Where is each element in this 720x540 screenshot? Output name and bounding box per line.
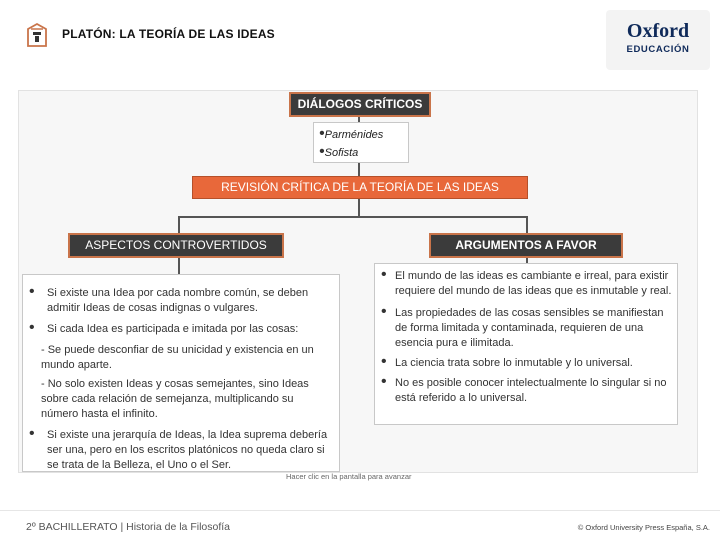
footer-divider	[0, 510, 720, 511]
list-item: - No solo existen Ideas y cosas semejantes, sino Ideas sobre cada relación de semejanza, multiplicando su número hasta el infinito.	[41, 378, 309, 420]
oxford-logo	[606, 10, 710, 70]
list-item: El mundo de las ideas es cambiante e irreal, para existir requiere del mundo de las ideas que es inmutable y real.	[395, 270, 672, 297]
list-item: Si existe una Idea por cada nombre común, se deben admitir Ideas de cosas indignas o vulgares.	[47, 287, 309, 314]
footer-copyright: © Oxford University Press España, S.A.	[577, 523, 710, 532]
connector-line	[526, 216, 528, 234]
building-icon	[26, 22, 48, 48]
bullet: •	[381, 303, 387, 320]
bullet: •	[381, 353, 387, 370]
list-item: - Se puede desconfiar de su unicidad y existencia en un mundo aparte.	[41, 344, 314, 371]
list-item: La ciencia trata sobre lo inmutable y lo universal.	[395, 357, 633, 369]
dialogues-box	[313, 122, 409, 163]
advance-hint[interactable]: Hacer clic en la pantalla para avanzar	[286, 472, 412, 481]
favor-title: ARGUMENTOS A FAVOR	[431, 235, 621, 256]
connector-line	[358, 198, 360, 216]
list-item: Si cada Idea es participada e imitada por las cosas:	[47, 323, 299, 335]
connector-line	[178, 216, 526, 218]
list-item: No es posible conocer intelectualmente lo singular si no está referido a lo universal.	[395, 377, 667, 404]
favor-list	[374, 263, 678, 425]
bullet: •	[29, 319, 35, 336]
list-item: Las propiedades de las cosas sensibles se manifiestan de forma limitada y contaminada, requieren de una esencia pura e ilimitada.	[395, 307, 664, 349]
criticos-box: DIÁLOGOS CRÍTICOS	[291, 94, 429, 115]
dialogue-item: •Sofista	[319, 143, 359, 160]
review-box: REVISIÓN CRÍTICA DE LA TEORÍA DE LAS IDEAS	[193, 177, 527, 198]
bullet: •	[381, 373, 387, 390]
dialogue-item: •Parménides	[319, 125, 384, 142]
bullet: •	[29, 283, 35, 300]
bullet: •	[381, 266, 387, 283]
connector-line	[178, 216, 180, 234]
footer-course: 2º BACHILLERATO | Historia de la Filosofía	[26, 521, 231, 533]
logo-word: Oxford	[626, 20, 690, 42]
controversial-title: ASPECTOS CONTROVERTIDOS	[70, 235, 282, 256]
connector-line	[358, 163, 360, 177]
controversial-list	[22, 274, 340, 472]
page-title: PLATÓN: LA TEORÍA DE LAS IDEAS	[62, 27, 275, 41]
list-item: Si existe una jerarquía de Ideas, la Idea suprema debería ser una, pero en los escritos platónicos no queda claro si se trata de la Belleza, el Uno o el Ser.	[47, 429, 328, 471]
logo-sub: EDUCACIÓN	[626, 44, 690, 55]
bullet: •	[29, 425, 35, 442]
